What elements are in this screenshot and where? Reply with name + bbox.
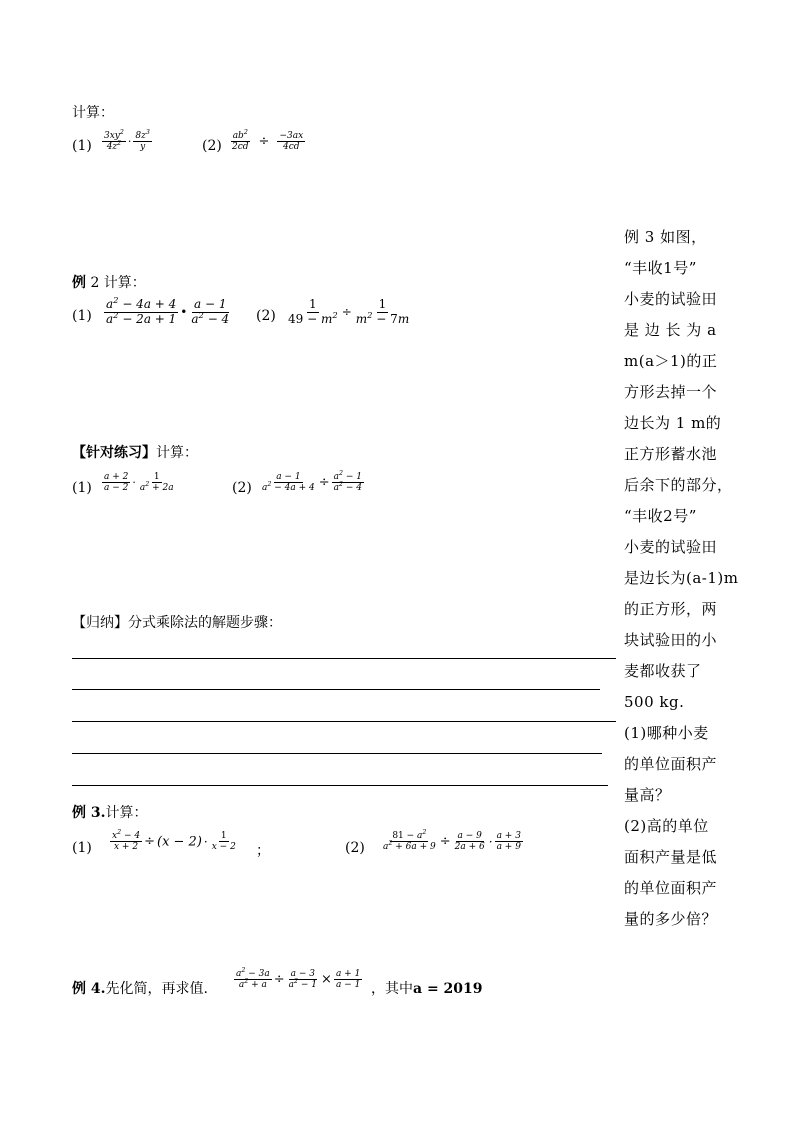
formula-9: $\frac{a^2 - 3a}{a^2 + a}$ ÷ $\frac{a - 3}{a^2 - 1}$ × $\frac{a + 1}{a - 1}$	[236, 967, 361, 991]
practice-heading: 【针对练习】计算：	[72, 445, 198, 461]
side-problem-line: 边长为 1 m的	[624, 414, 722, 432]
side-problem-line: 的正方形，两	[624, 600, 718, 618]
section-heading: 计算：	[72, 105, 114, 121]
example-heading: 例 2 计算：	[72, 275, 146, 291]
side-problem-line: (1)哪种小麦	[624, 724, 709, 742]
formula-1: $\frac{3xy^2}{4z^2}$ · $\frac{8z^3}{y}$	[104, 129, 150, 153]
side-problem-line: 500 kg.	[624, 693, 685, 711]
side-problem-line: “丰收1号”	[624, 259, 697, 277]
side-problem-line: 块试验田的小	[624, 631, 718, 649]
formula-5: $\frac{a + 2}{a - 2}$ · $\frac{1}{a^2 + 2a}$	[104, 472, 174, 494]
side-problem-line: 小麦的试验田	[624, 538, 718, 556]
answer-line	[72, 721, 616, 722]
side-problem-line: 量的多少倍？	[624, 910, 718, 928]
side-problem-line: 小麦的试验田	[624, 290, 718, 308]
semicolon: ；	[256, 843, 270, 859]
side-problem-line: 量高？	[624, 786, 671, 804]
example-heading: 例 3.计算：	[72, 805, 148, 821]
problem-label: (1)	[72, 138, 92, 154]
side-problem-line: “丰收2号”	[624, 507, 697, 525]
side-problem-line: 的单位面积产	[624, 755, 718, 773]
side-problem-line: 是边长为(a-1)m	[624, 569, 739, 587]
answer-line	[72, 753, 602, 754]
problem-label: (1)	[72, 480, 92, 496]
answer-line	[72, 689, 600, 690]
formula-6: $\frac{a - 1}{a^2 - 4a + 4}$ ÷ $\frac{a^2 - 1}{a^2 - 4}$	[262, 470, 363, 494]
side-problem-line: 例 3 如图，	[624, 228, 707, 246]
formula-3: $\frac{a^2 - 4a + 4}{a^2 - 2a + 1}$ • $\frac{a - 1}{a^2 - 4}$	[106, 295, 230, 326]
side-problem-line: 后余下的部分，	[624, 476, 733, 494]
side-problem-line: 的单位面积产	[624, 879, 718, 897]
formula-8: $\frac{81 - a^2}{a^2 + 6a + 9}$ ÷ $\frac{a - 9}{2a + 6}$ · $\frac{a + 3}{a + 9}$	[383, 829, 521, 853]
problem-label: (2)	[345, 840, 365, 856]
side-problem-line: 麦都收获了	[624, 662, 702, 680]
side-problem-line: 面积产量是低	[624, 848, 718, 866]
answer-line	[72, 658, 616, 659]
side-problem	[624, 222, 738, 935]
side-problem-line: m(a＞1)的正	[624, 352, 718, 370]
summary-heading: 【归纳】分式乘除法的解题步骤：	[72, 615, 282, 631]
example4-condition: ，其中a = 2019	[371, 981, 483, 997]
problem-label: (2)	[256, 308, 276, 324]
side-problem-line: 方形去掉一个	[624, 383, 718, 401]
side-problem-line: 是 边 长 为 a	[624, 321, 717, 339]
side-problem-line: 正方形蓄水池	[624, 445, 718, 463]
problem-label: (2)	[232, 480, 252, 496]
formula-2: $\frac{ab^2}{2cd}$ ÷ $\frac{-3ax}{4cd}$	[232, 129, 304, 153]
problem-label: (1)	[72, 308, 92, 324]
answer-line	[72, 785, 608, 786]
problem-label: (1)	[72, 840, 92, 856]
side-problem-line: (2)高的单位	[624, 817, 709, 835]
problem-label: (2)	[202, 138, 222, 154]
example-heading: 例 4.先化简，再求值.	[72, 981, 208, 997]
formula-7: $\frac{x^2 - 4}{x + 2}$ ÷ (x − 2) · $\frac{1}{x - 2}$	[112, 829, 236, 853]
formula-4: $\frac{1}{49 - m^2}$ ÷ $\frac{1}{m^2 - 7m}$	[288, 297, 410, 326]
